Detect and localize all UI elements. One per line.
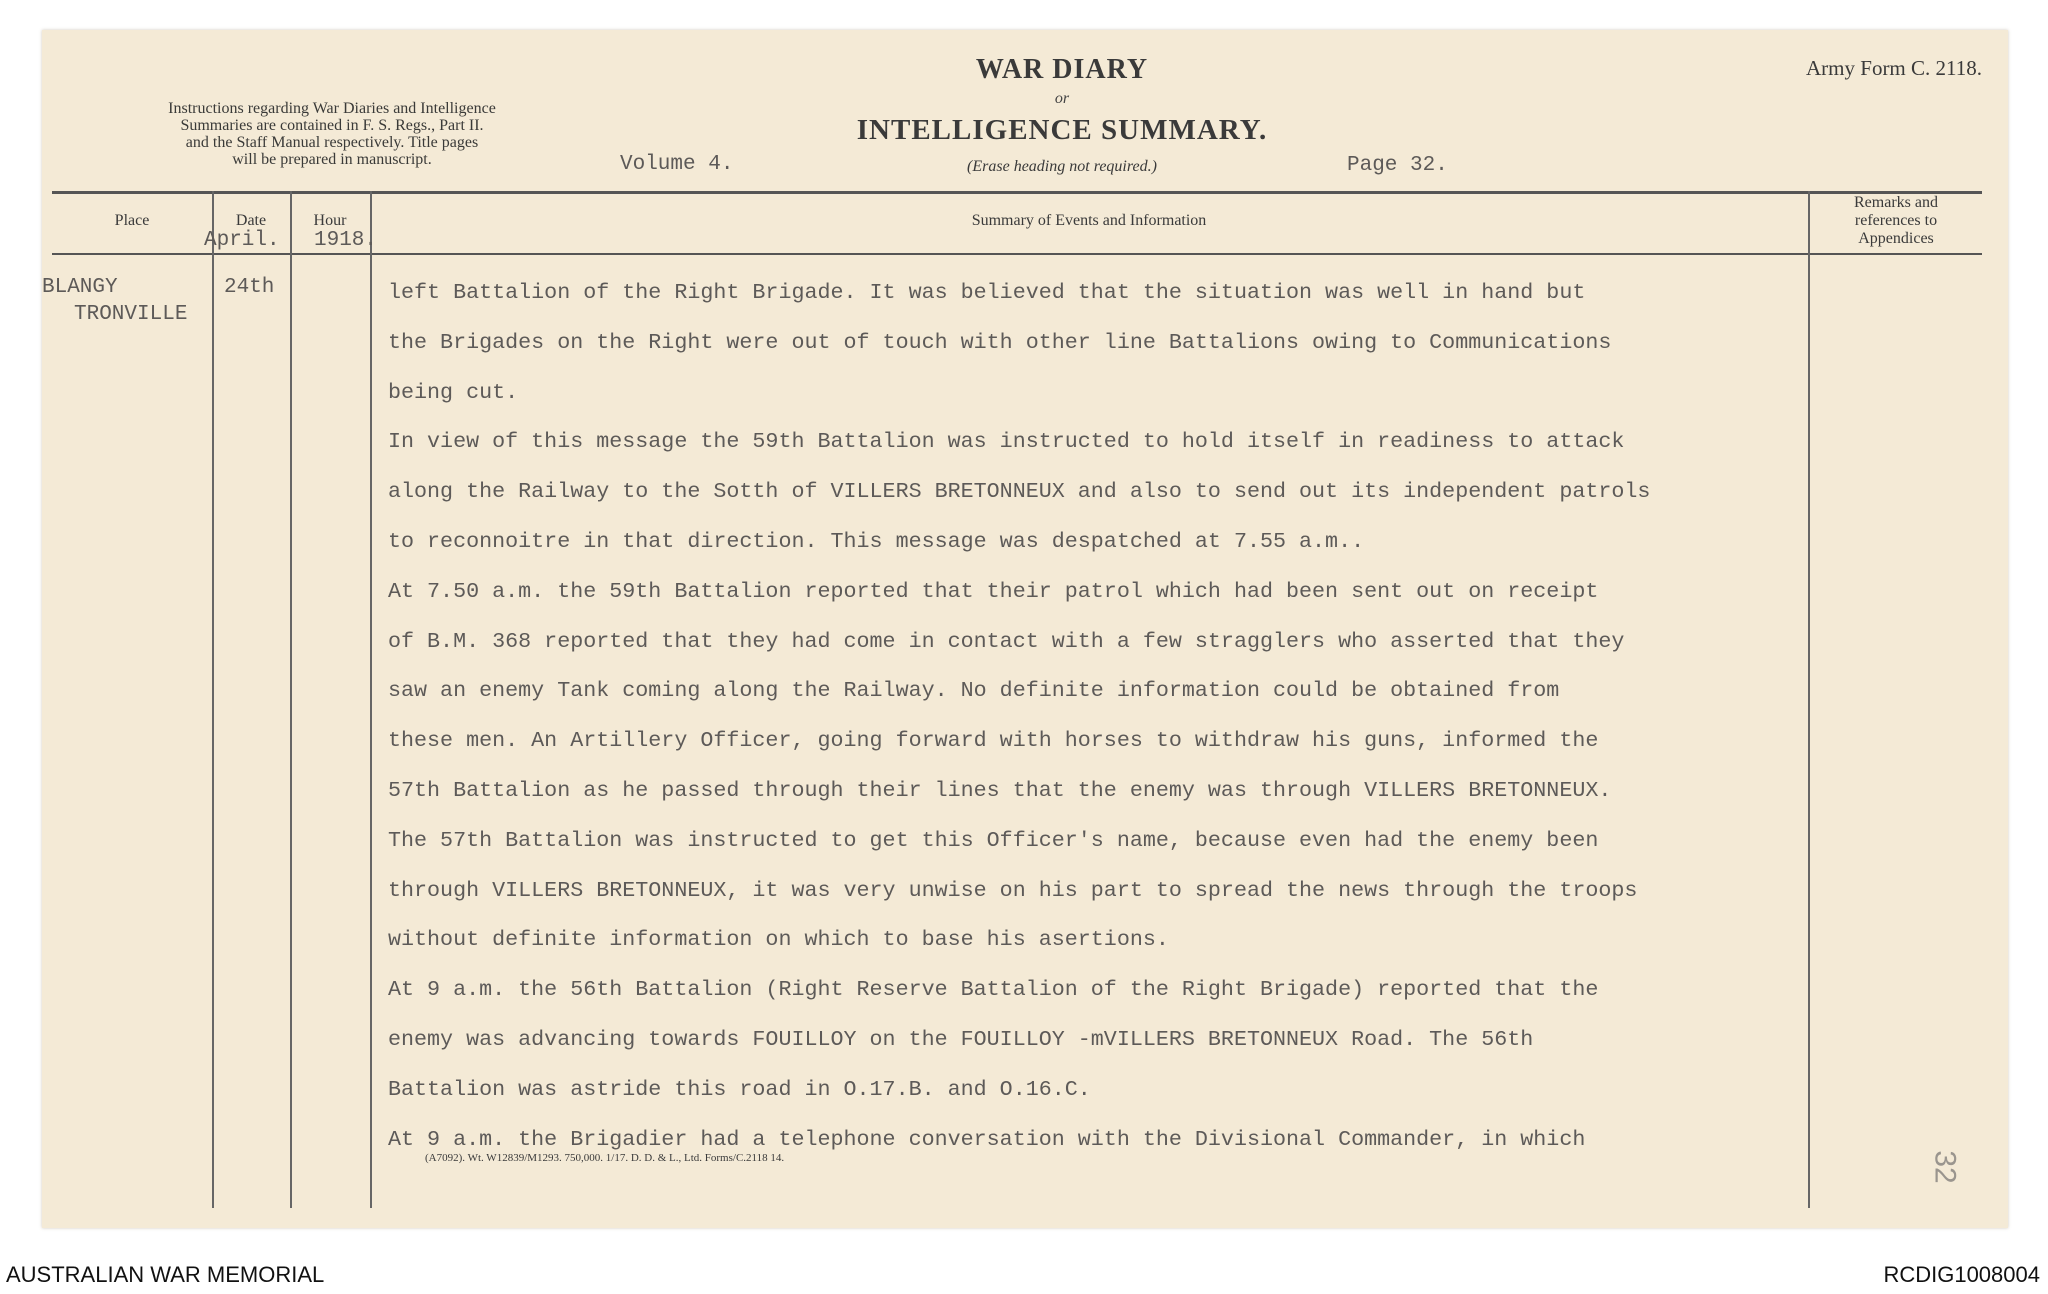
- header-date: Date: [235, 212, 267, 229]
- month-label: April.: [204, 229, 280, 252]
- summary-line: At 9 a.m. the Brigadier had a telephone conversation with the Divisional Commander, in which: [388, 1126, 1586, 1152]
- column-divider-date: [290, 191, 292, 1208]
- place-entry: BLANGY: [42, 276, 118, 299]
- header-summary: Summary of Events and Information: [971, 212, 1207, 229]
- date-entry: 24th: [224, 276, 275, 299]
- summary-line: Battalion was astride this road in O.17.B. and O.16.C.: [388, 1076, 1091, 1102]
- summary-line: without definite information on which to base his asertions.: [388, 927, 1169, 953]
- table-header-rule: [52, 253, 1982, 255]
- instructions-line: Instructions regarding War Diaries and Intelligence: [168, 100, 496, 117]
- summary-line: through VILLERS BRETONNEUX, it was very unwise on his part to spread the news through the troops: [388, 877, 1638, 903]
- archive-reference: RCDIG1008004: [1883, 1262, 2040, 1287]
- year-label: 1918.: [314, 229, 378, 252]
- archive-credit: AUSTRALIAN WAR MEMORIAL: [6, 1262, 325, 1287]
- summary-line: to reconnoitre in that direction. This message was despatched at 7.55 a.m..: [388, 528, 1365, 554]
- summary-line: The 57th Battalion was instructed to get this Officer's name, because even had the enemy been: [388, 827, 1599, 853]
- instructions-line: Summaries are contained in F. S. Regs., Part II.: [180, 117, 484, 134]
- summary-line: At 7.50 a.m. the 59th Battalion reported that their patrol which had been sent out on receipt: [388, 578, 1599, 604]
- page-label: Page 32.: [1347, 154, 1448, 177]
- summary-line: left Battalion of the Right Brigade. It was believed that the situation was well in hand but: [388, 280, 1586, 305]
- army-form-number: Army Form C. 2118.: [1806, 56, 1982, 80]
- summary-line: At 9 a.m. the 56th Battalion (Right Reserve Battalion of the Right Brigade) reported that the: [388, 977, 1599, 1003]
- summary-line: of B.M. 368 reported that they had come in contact with a few stragglers who asserted that they: [388, 628, 1625, 654]
- table-top-rule: [52, 191, 1982, 194]
- title-war-diary: WAR DIARY: [975, 54, 1149, 85]
- title-or: or: [1054, 90, 1070, 107]
- header-remarks-line: Remarks and: [1854, 194, 1938, 211]
- header-place: Place: [114, 212, 150, 229]
- header-remarks: [1810, 194, 1982, 248]
- pencil-page-number: 32: [1928, 1150, 1962, 1184]
- summary-line: saw an enemy Tank coming along the Railway. No definite information could be obtained from: [388, 678, 1560, 704]
- summary-line: enemy was advancing towards FOUILLOY on the FOUILLOY -mVILLERS BRETONNEUX Road. The 56th: [388, 1026, 1534, 1052]
- column-divider-place: [212, 191, 214, 1208]
- summary-line: along the Railway to the Sotth of VILLERS BRETONNEUX and also to send out its independent patrols: [388, 479, 1651, 505]
- instructions-note: [102, 100, 562, 168]
- place-entry: TRONVILLE: [74, 303, 188, 326]
- volume-label: Volume 4.: [620, 153, 734, 176]
- column-divider-hour: [370, 191, 372, 1208]
- summary-line: the Brigades on the Right were out of touch with other line Battalions owing to Communications: [388, 329, 1612, 355]
- header-hour: Hour: [313, 212, 347, 229]
- summary-line: In view of this message the 59th Battalion was instructed to hold itself in readiness to attack: [388, 429, 1625, 455]
- title-intelligence-summary: INTELLIGENCE SUMMARY.: [856, 114, 1268, 146]
- summary-line: being cut.: [388, 379, 519, 405]
- header-remarks-line: references to: [1854, 212, 1938, 229]
- erase-heading-note: (Erase heading not required.): [967, 158, 1157, 175]
- instructions-line: will be prepared in manuscript.: [232, 151, 432, 168]
- summary-line: 57th Battalion as he passed through their lines that the enemy was through VILLERS BRETONNEUX.: [388, 777, 1612, 803]
- summary-line: these men. An Artillery Officer, going forward with horses to withdraw his guns, informed the: [388, 728, 1599, 754]
- header-remarks-line: Appendices: [1858, 230, 1934, 247]
- summary-of-events: [388, 275, 1838, 1171]
- instructions-line: and the Staff Manual respectively. Title pages: [185, 134, 479, 151]
- printer-imprint: (A7092). Wt. W12839/M1293. 750,000. 1/17. D. D. & L., Ltd. Forms/C.2118 14.: [425, 1152, 785, 1164]
